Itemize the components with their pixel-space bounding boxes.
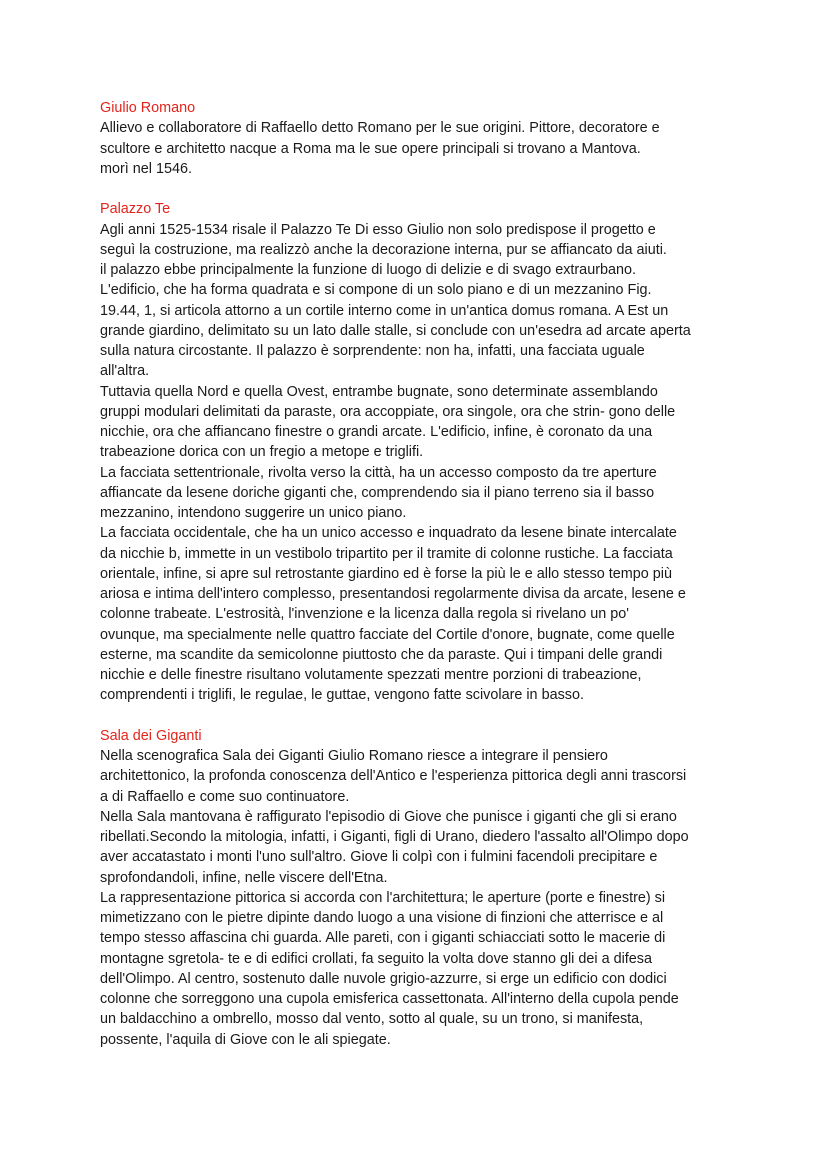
text-line: sulla natura circostante. Il palazzo è sorprendente: non ha, infatti, una facciata uguale xyxy=(100,343,645,359)
text-line: architettonico, la profonda conoscenza dell'Antico e l'esperienza pittorica degli anni trascorsi xyxy=(100,768,687,785)
text-line: trabeazione dorica con un fregio a metope e triglifi. xyxy=(100,444,424,461)
section-palazzo-te xyxy=(100,199,691,705)
text-line: a di Raffaello e come suo continuatore. xyxy=(100,788,350,805)
text-line: colonne che sorreggono una cupola emisferica cassettonata. All'interno della cupola pende xyxy=(100,991,679,1007)
text-line: da nicchie b, immette in un vestibolo tripartito per il tramite di colonne rustiche. La facciata xyxy=(100,545,673,562)
text-line: aver accatastato i monti l'uno sull'altro. Giove li colpì con i fulmini facendoli precipitare e xyxy=(100,849,658,866)
text-line: La rappresentazione pittorica si accorda con l'architettura; le aperture (porte e finestre) si xyxy=(100,889,666,906)
text-line: morì nel 1546. xyxy=(100,160,192,177)
text-line: all'altra. xyxy=(100,363,150,380)
section-heading: Sala dei Giganti xyxy=(100,727,202,744)
text-line: L'edificio, che ha forma quadrata e si compone di un solo piano e di un mezzanino Fig. xyxy=(100,282,652,299)
text-line: ariosa e intima dell'intero complesso, presentandosi regolarmente divisa da arcate, lesene e xyxy=(100,586,686,602)
text-line: scultore e architetto nacque a Roma ma le sue opere principali si trovano a Mantova. xyxy=(100,140,641,157)
text-line: un baldacchino a ombrello, mosso dal vento, sotto al quale, su un trono, si manifesta, xyxy=(100,1011,644,1028)
text-line: Tuttavia quella Nord e quella Ovest, entrambe bugnate, sono determinate assemblando xyxy=(100,383,658,400)
text-line: sprofondandoli, infine, nelle viscere dell'Etna. xyxy=(100,869,388,886)
text-line: ribellati.Secondo la mitologia, infatti, i Giganti, figli di Urano, diedero l'assalto all'Olimpo dopo xyxy=(100,829,689,845)
text-line: nicchie, ora che affiancano finestre o grandi arcate. L'edificio, infine, è coronato da una xyxy=(100,424,653,440)
text-line: ovunque, ma specialmente nelle quattro facciate del Cortile d'onore, bugnate, come quelle xyxy=(100,626,675,643)
text-line: Allievo e collaboratore di Raffaello detto Romano per le sue origini. Pittore, decoratore e xyxy=(100,120,660,137)
text-line: Nella scenografica Sala dei Giganti Giulio Romano riesce a integrare il pensiero xyxy=(100,748,608,764)
text-line: orientale, infine, si apre sul retrostante giardino ed è forse la più le e allo stesso tempo più xyxy=(100,565,672,582)
section-heading: Palazzo Te xyxy=(100,201,171,218)
section-sala-dei-giganti xyxy=(100,726,691,1050)
text-line: possente, l'aquila di Giove con le ali spiegate. xyxy=(100,1031,391,1048)
section-heading: Giulio Romano xyxy=(100,100,196,116)
text-line: Agli anni 1525-1534 risale il Palazzo Te Di esso Giulio non solo predispose il progetto e xyxy=(100,221,656,238)
text-line: colonne trabeate. L'estrosità, l'invenzione e la licenza dalla regola si rivelano un po' xyxy=(100,606,630,623)
text-line: Nella Sala mantovana è raffigurato l'episodio di Giove che punisce i giganti che gli si erano xyxy=(100,808,677,825)
text-line: montagne sgretola- te e di edifici crollati, fa seguito la volta dove stanno gli dei a difesa xyxy=(100,950,652,967)
text-line: affiancate da lesene doriche giganti che, comprendendo sia il piano terreno sia il basso xyxy=(100,484,655,501)
text-line: tempo stesso affascina chi guarda. Alle pareti, con i giganti schiacciati sotto le macerie di xyxy=(100,930,666,947)
text-line: La facciata occidentale, che ha un unico accesso e inquadrato da lesene binate intercalate xyxy=(100,525,677,542)
section-giulio-romano xyxy=(100,98,691,179)
text-line: mimetizzano con le pietre dipinte dando luogo a una visione di finzioni che atterrisce e al xyxy=(100,910,664,926)
text-line: grande giardino, delimitato su un lato dalle stalle, si conclude con un'esedra ad arcate aperta xyxy=(100,322,691,339)
text-line: nicchie e delle finestre risultano volutamente spezzati mentre porzioni di trabeazione, xyxy=(100,667,642,683)
text-line: comprendenti i triglifi, le regulae, le guttae, vengono fatte scivolare in basso. xyxy=(100,687,584,704)
document-page xyxy=(100,98,691,1050)
text-line: gruppi modulari delimitati da paraste, ora accoppiate, ora singole, ora che strin- gono delle xyxy=(100,403,676,420)
text-line: 19.44, 1, si articola attorno a un cortile interno come in un'antica domus romana. A Est un xyxy=(100,302,669,319)
text-line: La facciata settentrionale, rivolta verso la città, ha un accesso composto da tre aperture xyxy=(100,464,657,481)
text-line: esterne, ma scandite da semicolonne piuttosto che da paraste. Qui i timpani delle grandi xyxy=(100,646,663,663)
text-line: seguì la costruzione, ma realizzò anche la decorazione interna, pur se affiancato da aiuti. xyxy=(100,241,667,258)
text-line: il palazzo ebbe principalmente la funzione di luogo di delizie e di svago extraurbano. xyxy=(100,262,636,278)
text-line: mezzanino, intendono suggerire un unico piano. xyxy=(100,505,407,521)
text-line: dell'Olimpo. Al centro, sostenuto dalle nuvole grigio-azzurre, si erge un edificio con dodici xyxy=(100,970,667,987)
